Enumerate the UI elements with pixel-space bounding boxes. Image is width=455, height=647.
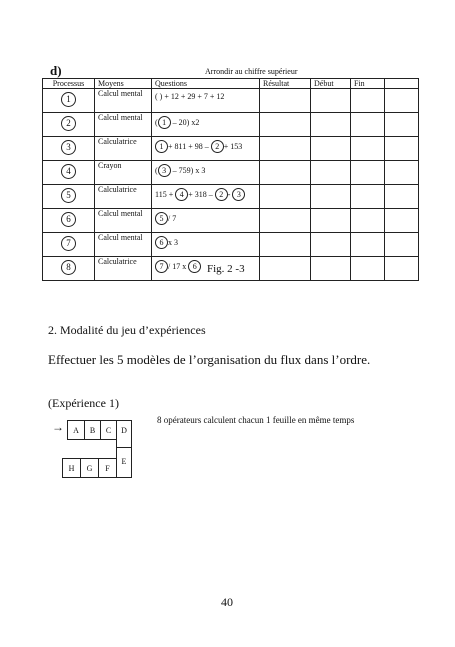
debut-cell xyxy=(311,113,351,137)
table-row xyxy=(43,209,419,233)
extra-cell xyxy=(385,113,419,137)
extra-cell xyxy=(385,161,419,185)
experiment-description: 8 opérateurs calculent chacun 1 feuille en même temps xyxy=(157,415,355,425)
extra-cell xyxy=(385,257,419,281)
circled-ref: 4 xyxy=(175,188,188,201)
means-cell: Crayon xyxy=(95,161,152,185)
circled-ref: 6 xyxy=(188,260,201,273)
table-row xyxy=(43,89,419,113)
process-number: 7 xyxy=(61,236,76,251)
col-header-questions: Questions xyxy=(152,79,260,89)
process-cell xyxy=(43,257,95,281)
process-cell xyxy=(43,113,95,137)
process-number: 8 xyxy=(61,260,76,275)
table-row xyxy=(43,161,419,185)
question-text: ( xyxy=(155,118,158,127)
resultat-cell xyxy=(260,161,311,185)
station-b: B xyxy=(84,420,101,440)
question-cell xyxy=(152,89,260,113)
section-title: 2. Modalité du jeu d’expériences xyxy=(48,323,206,337)
process-number: 3 xyxy=(61,140,76,155)
process-cell xyxy=(43,161,95,185)
process-number: 6 xyxy=(61,212,76,227)
circled-ref: 1 xyxy=(155,140,168,153)
process-number: 5 xyxy=(61,188,76,203)
page-number: 40 xyxy=(221,595,233,609)
experiment-title: (Expérience 1) xyxy=(48,396,119,410)
question-cell xyxy=(152,185,260,209)
col-header-fin: Fin xyxy=(351,79,385,89)
debut-cell xyxy=(311,233,351,257)
question-text: ( ) + 12 + 29 + 7 + 12 xyxy=(155,92,225,101)
question-text: x 3 xyxy=(168,238,178,247)
station-a: A xyxy=(67,420,85,440)
col-header-extra xyxy=(385,79,419,89)
process-number: 1 xyxy=(61,92,76,107)
fin-cell xyxy=(351,161,385,185)
means-cell: Calculatrice xyxy=(95,185,152,209)
debut-cell xyxy=(311,185,351,209)
question-text: / 7 xyxy=(168,214,177,223)
debut-cell xyxy=(311,89,351,113)
circled-ref: 7 xyxy=(155,260,168,273)
means-cell: Calcul mental xyxy=(95,233,152,257)
fin-cell xyxy=(351,185,385,209)
table-row xyxy=(43,233,419,257)
debut-cell xyxy=(311,209,351,233)
question-cell xyxy=(152,209,260,233)
question-text: – 759) x 3 xyxy=(170,166,206,175)
means-cell: Calcul mental xyxy=(95,209,152,233)
circled-ref: 5 xyxy=(155,212,168,225)
process-cell xyxy=(43,89,95,113)
station-d: D xyxy=(116,420,132,448)
extra-cell xyxy=(385,89,419,113)
circled-ref: 2 xyxy=(211,140,224,153)
debut-cell xyxy=(311,257,351,281)
question-text: + 811 + 98 – xyxy=(168,142,211,151)
fin-cell xyxy=(351,113,385,137)
resultat-cell xyxy=(260,233,311,257)
station-h: H xyxy=(62,458,81,478)
process-cell xyxy=(43,233,95,257)
means-cell: Calcul mental xyxy=(95,113,152,137)
process-cell xyxy=(43,209,95,233)
question-text: ( xyxy=(155,166,158,175)
instruction-text: Effectuer les 5 modèles de l’organisation du flux dans l’ordre. xyxy=(48,352,371,367)
col-header-moyens: Moyens xyxy=(95,79,152,89)
process-cell xyxy=(43,185,95,209)
question-cell xyxy=(152,161,260,185)
table-row xyxy=(43,185,419,209)
section-label-d: d) xyxy=(50,63,62,78)
question-text: + 318 – xyxy=(188,190,215,199)
table-header-row xyxy=(43,79,419,89)
resultat-cell xyxy=(260,257,311,281)
circled-ref: 2 xyxy=(215,188,228,201)
means-cell: Calculatrice xyxy=(95,137,152,161)
extra-cell xyxy=(385,137,419,161)
col-header-processus: Processus xyxy=(43,79,95,89)
question-cell xyxy=(152,233,260,257)
col-header-debut: Début xyxy=(311,79,351,89)
means-cell: Calcul mental xyxy=(95,89,152,113)
fin-cell xyxy=(351,209,385,233)
resultat-cell xyxy=(260,89,311,113)
arrow-icon: → xyxy=(52,420,64,434)
question-text: - xyxy=(227,190,233,199)
extra-cell xyxy=(385,233,419,257)
circled-ref: 1 xyxy=(158,116,171,129)
col-header-resultat: Résultat xyxy=(260,79,311,89)
station-g: G xyxy=(80,458,99,478)
station-f: F xyxy=(98,458,117,478)
fin-cell xyxy=(351,257,385,281)
question-text: / 17 x xyxy=(168,262,189,271)
table-row xyxy=(43,137,419,161)
question-text: – 20) x2 xyxy=(170,118,200,127)
question-cell xyxy=(152,113,260,137)
table-row xyxy=(43,113,419,137)
resultat-cell xyxy=(260,113,311,137)
station-e: E xyxy=(116,447,132,478)
process-table xyxy=(42,78,419,281)
debut-cell xyxy=(311,137,351,161)
question-cell xyxy=(152,137,260,161)
circled-ref: 6 xyxy=(155,236,168,249)
rounding-note: Arrondir au chiffre supérieur xyxy=(205,67,298,76)
circled-ref: 3 xyxy=(232,188,245,201)
fin-cell xyxy=(351,137,385,161)
fin-cell xyxy=(351,233,385,257)
resultat-cell xyxy=(260,209,311,233)
question-text: 115 + xyxy=(155,190,176,199)
circled-ref: 3 xyxy=(158,164,171,177)
process-number: 2 xyxy=(61,116,76,131)
means-cell: Calculatrice xyxy=(95,257,152,281)
resultat-cell xyxy=(260,185,311,209)
debut-cell xyxy=(311,161,351,185)
figure-caption: Fig. 2 -3 xyxy=(207,263,245,275)
extra-cell xyxy=(385,209,419,233)
process-number: 4 xyxy=(61,164,76,179)
fin-cell xyxy=(351,89,385,113)
extra-cell xyxy=(385,185,419,209)
process-cell xyxy=(43,137,95,161)
flow-diagram xyxy=(52,418,132,490)
resultat-cell xyxy=(260,137,311,161)
station-c: C xyxy=(100,420,117,440)
question-text: + 153 xyxy=(223,142,243,151)
